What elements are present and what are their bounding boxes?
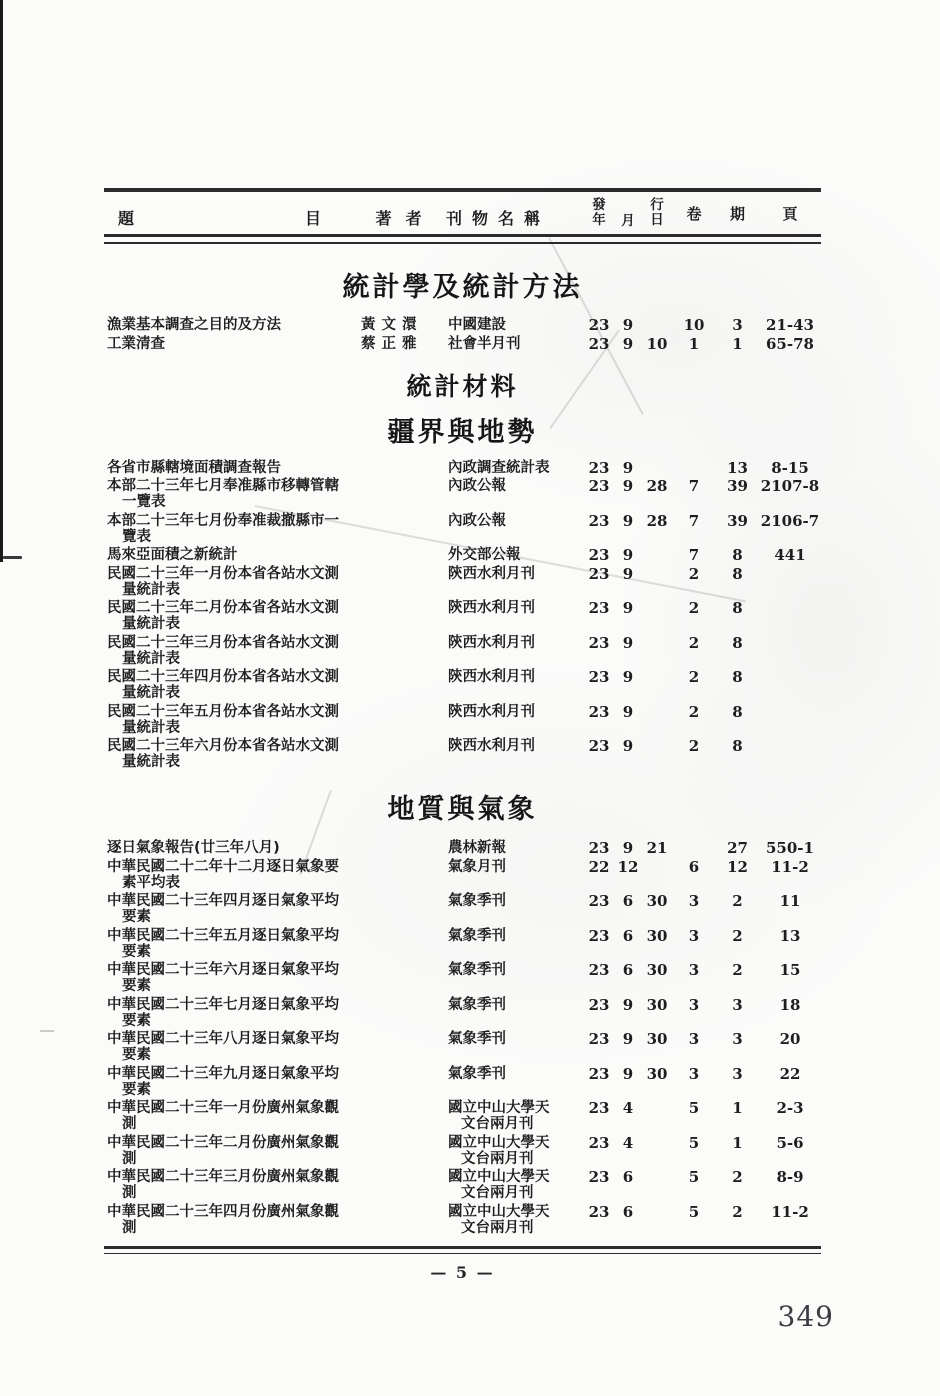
- cell-pages: 550-1: [766, 839, 814, 857]
- cell-month: 9: [622, 1064, 634, 1083]
- cell-pages: 8-15: [771, 458, 809, 477]
- cell-title: 民國二十三年六月份本省各站水文測 量統計表: [107, 738, 339, 770]
- cell-publication: 氣象季刊: [448, 927, 506, 944]
- cell-day: 28: [646, 477, 668, 495]
- cell-issue: 8: [732, 564, 743, 583]
- cell-pages: [759, 704, 821, 736]
- cell-day: [642, 460, 672, 476]
- cell-day: [642, 1169, 672, 1201]
- cell-title: 中華民國二十三年六月逐日氣象平均 要素: [107, 962, 339, 994]
- cell-month: 9: [622, 334, 634, 353]
- cell-publication: 陝西水利月刊: [448, 669, 535, 685]
- cell-volume: 5: [688, 1168, 700, 1186]
- col-header-title-right: 目: [304, 209, 321, 228]
- table-row: [104, 460, 821, 476]
- table-row: [104, 893, 821, 925]
- folio-number: 349: [777, 1300, 834, 1333]
- cell-month: 4: [622, 1099, 634, 1117]
- margin-dash-artifact: [40, 1030, 54, 1032]
- cell-issue: 27: [727, 839, 748, 857]
- cell-year: 23: [588, 737, 610, 755]
- cell-pages: 2106-7: [760, 511, 820, 530]
- cell-publication: 陝西水利月刊: [448, 565, 535, 582]
- table-row: [104, 1204, 821, 1236]
- cell-issue: 2: [732, 961, 743, 979]
- cell-year: 23: [588, 1030, 610, 1048]
- cell-pages: [759, 600, 821, 632]
- cell-year: 23: [588, 668, 610, 686]
- cell-pages: 18: [779, 995, 801, 1014]
- section-heading: 統計學及統計方法: [342, 272, 583, 303]
- cell-year: 23: [588, 839, 610, 857]
- col-header-author: 著者: [375, 209, 436, 228]
- cell-day: [642, 547, 672, 563]
- cell-day: [642, 566, 672, 598]
- cell-volume: 2: [688, 737, 700, 755]
- table-row: [104, 317, 821, 333]
- cell-volume: 5: [688, 1099, 700, 1117]
- cell-volume: 3: [688, 926, 700, 945]
- cell-day: 30: [646, 892, 668, 910]
- cell-pages: 2-3: [776, 1099, 804, 1117]
- cell-author: [349, 635, 444, 667]
- table-row: [104, 478, 821, 510]
- cell-author: [349, 1100, 444, 1132]
- cell-pages: 11-2: [771, 857, 809, 876]
- cell-volume: [672, 840, 716, 856]
- cell-author: [349, 997, 444, 1029]
- col-header-month: 月: [621, 213, 635, 229]
- cell-issue: 8: [732, 633, 743, 652]
- col-header-day: [642, 198, 672, 229]
- table-row: [104, 336, 821, 352]
- cell-volume: 3: [688, 892, 700, 910]
- table-row: [104, 738, 821, 770]
- cell-publication: 內政公報: [448, 478, 506, 494]
- cell-issue: 2: [732, 1168, 743, 1186]
- cell-author: [349, 566, 444, 598]
- cell-issue: 8: [732, 546, 743, 564]
- section-heading: 統計材料: [406, 371, 519, 401]
- cell-day: [642, 317, 672, 333]
- cell-author: [349, 1204, 444, 1236]
- cell-year: 22: [588, 857, 610, 876]
- col-header-year-bottom: 年: [592, 212, 606, 228]
- cell-volume: 7: [688, 511, 700, 530]
- table-row: [104, 635, 821, 667]
- cell-day: 30: [646, 995, 668, 1014]
- cell-day: 28: [646, 511, 668, 530]
- cell-title: 民國二十三年五月份本省各站水文測 量統計表: [107, 703, 339, 736]
- cell-volume: [672, 460, 716, 476]
- cell-title: 民國二十三年二月份本省各站水文測 量統計表: [107, 600, 339, 632]
- table-row: [104, 600, 821, 632]
- cell-title: 各省市縣轄境面積調查報告: [107, 459, 281, 476]
- cell-pages: 5-6: [776, 1133, 804, 1152]
- cell-title: 中華民國二十三年七月逐日氣象平均 要素: [107, 996, 339, 1029]
- cell-issue: 2: [732, 1202, 743, 1221]
- table-row: [104, 1066, 821, 1098]
- cell-volume: 3: [688, 961, 700, 979]
- cell-publication: 社會半月刊: [448, 335, 521, 352]
- cell-issue: 3: [732, 1030, 743, 1048]
- cell-publication: 國立中山大學天 文台兩月刊: [448, 1169, 550, 1201]
- cell-year: 23: [588, 511, 610, 530]
- cell-issue: 8: [732, 737, 743, 755]
- cell-month: 9: [622, 599, 634, 617]
- cell-year: 23: [588, 334, 610, 353]
- cell-day: [642, 859, 672, 891]
- cell-day: [642, 669, 672, 701]
- cell-author: [349, 513, 444, 545]
- table-row: [104, 1031, 821, 1063]
- cell-pages: 2107-8: [760, 477, 820, 495]
- cell-month: 9: [622, 995, 634, 1014]
- cell-month: 9: [622, 546, 634, 564]
- cell-month: 4: [622, 1133, 634, 1152]
- cell-day: 30: [646, 1030, 668, 1048]
- cell-title: 民國二十三年四月份本省各站水文測 量統計表: [107, 669, 339, 701]
- cell-month: 6: [622, 961, 634, 979]
- cell-author: [349, 669, 444, 701]
- cell-month: 6: [622, 1168, 634, 1186]
- cell-year: 23: [588, 702, 610, 721]
- cell-author: [349, 962, 444, 994]
- cell-month: 12: [617, 857, 639, 876]
- col-header-title-left: 題: [118, 209, 135, 228]
- cell-day: [642, 600, 672, 632]
- cell-issue: 3: [732, 316, 743, 334]
- cell-volume: 2: [688, 702, 700, 721]
- cell-pages: 13: [779, 926, 801, 945]
- cell-month: 9: [622, 564, 634, 583]
- cell-year: 23: [588, 477, 610, 495]
- col-header-year: [584, 198, 614, 229]
- col-header-issue: 期: [729, 205, 745, 223]
- table-row: [104, 997, 821, 1029]
- cell-month: 9: [622, 477, 634, 495]
- cell-publication: 內政公報: [448, 512, 506, 529]
- cell-author: [349, 840, 444, 856]
- cell-month: 9: [622, 839, 634, 857]
- cell-year: 23: [588, 1202, 610, 1221]
- cell-publication: 國立中山大學天 文台兩月刊: [448, 1100, 550, 1132]
- table-row: [104, 962, 821, 994]
- cell-publication: 陝西水利月刊: [448, 703, 535, 720]
- cell-day: [642, 1135, 672, 1167]
- cell-month: 6: [622, 926, 634, 945]
- table-row: [104, 704, 821, 736]
- cell-volume: 2: [688, 599, 700, 617]
- cell-issue: 2: [732, 892, 743, 910]
- col-header-year-top: 發: [592, 197, 606, 213]
- table-section: [104, 367, 821, 403]
- table-row: [104, 547, 821, 563]
- cell-author: [349, 1066, 444, 1098]
- cell-author: [349, 460, 444, 476]
- cell-title: 中華民國二十三年二月份廣州氣象觀 測: [107, 1134, 339, 1167]
- cell-pages: 11-2: [771, 1202, 809, 1221]
- index-table: [104, 188, 821, 1282]
- cell-publication: 陝西水利月刊: [448, 634, 535, 651]
- cell-author: [349, 859, 444, 891]
- cell-title: 民國二十三年三月份本省各站水文測 量統計表: [107, 634, 339, 667]
- table-row: [104, 859, 821, 891]
- cell-title: 本部二十三年七月奉准縣市移轉管轄 一覽表: [107, 478, 339, 510]
- cell-volume: 5: [688, 1202, 700, 1221]
- cell-author: [349, 893, 444, 925]
- cell-publication: 氣象季刊: [448, 962, 506, 978]
- margin-dash-artifact: [3, 556, 22, 559]
- cell-pages: 22: [779, 1064, 801, 1083]
- scan-edge-artifact: [0, 0, 3, 562]
- cell-year: 23: [588, 926, 610, 945]
- cell-volume: 10: [683, 316, 705, 334]
- cell-month: 9: [622, 737, 634, 755]
- cell-title: 本部二十三年七月份奉准裁撤縣市一 覽表: [107, 512, 339, 545]
- cell-author: [349, 1031, 444, 1063]
- cell-year: 23: [588, 892, 610, 910]
- cell-publication: 氣象季刊: [448, 1065, 506, 1082]
- cell-title: 中華民國二十三年九月逐日氣象平均 要素: [107, 1065, 339, 1098]
- cell-volume: 2: [688, 633, 700, 652]
- cell-publication: 國立中山大學天 文台兩月刊: [448, 1203, 550, 1236]
- cell-title: 逐日氣象報告(廿三年八月): [107, 840, 280, 856]
- cell-year: 23: [588, 1064, 610, 1083]
- cell-volume: 7: [688, 477, 700, 495]
- cell-volume: 2: [688, 564, 700, 583]
- cell-day: [642, 635, 672, 667]
- cell-title: 工業清查: [107, 335, 165, 352]
- cell-month: 9: [622, 633, 634, 652]
- cell-pages: [759, 566, 821, 598]
- cell-volume: 6: [688, 857, 700, 876]
- cell-issue: 12: [727, 857, 748, 876]
- cell-pages: [759, 635, 821, 667]
- cell-title: 中華民國二十三年五月逐日氣象平均 要素: [107, 927, 339, 960]
- table-row: [104, 928, 821, 960]
- cell-year: 23: [588, 961, 610, 979]
- cell-publication: 中國建設: [448, 317, 506, 333]
- cell-pages: 11: [779, 892, 801, 910]
- cell-month: 9: [622, 702, 634, 721]
- cell-pages: 65-78: [766, 334, 814, 353]
- table-row: [104, 1135, 821, 1167]
- table-row: [104, 669, 821, 701]
- col-header-title: [104, 198, 349, 229]
- cell-issue: 8: [732, 599, 743, 617]
- cell-day: [642, 738, 672, 770]
- cell-issue: 8: [732, 668, 743, 686]
- cell-publication: 氣象月刊: [448, 858, 506, 875]
- table-row: [104, 1100, 821, 1132]
- cell-publication: 陝西水利月刊: [448, 738, 535, 754]
- col-header-pages: 頁: [782, 205, 798, 223]
- cell-publication: 外交部公報: [448, 547, 521, 563]
- cell-issue: 1: [732, 1099, 743, 1117]
- cell-volume: 3: [688, 995, 700, 1014]
- cell-year: 23: [588, 599, 610, 617]
- cell-month: 9: [622, 668, 634, 686]
- col-header-volume: 卷: [686, 205, 702, 223]
- cell-year: 23: [588, 995, 610, 1014]
- cell-author: [349, 738, 444, 770]
- cell-year: 23: [588, 1133, 610, 1152]
- cell-title: 馬來亞面積之新統計: [107, 547, 238, 563]
- cell-day: 30: [646, 926, 668, 945]
- cell-volume: 7: [688, 546, 700, 564]
- section-heading: 疆界與地勢: [387, 416, 538, 448]
- cell-day: [642, 1204, 672, 1236]
- cell-pages: 21-43: [766, 316, 814, 334]
- cell-day: 30: [646, 961, 668, 979]
- cell-month: 6: [622, 892, 634, 910]
- cell-day: 30: [646, 1064, 668, 1083]
- cell-year: 23: [588, 458, 610, 477]
- cell-author: [349, 704, 444, 736]
- cell-title: 中華民國二十三年四月份廣州氣象觀 測: [107, 1203, 339, 1236]
- cell-author: 黃文澴: [361, 317, 423, 333]
- cell-issue: 1: [732, 334, 743, 353]
- cell-title: 中華民國二十三年三月份廣州氣象觀 測: [107, 1169, 339, 1201]
- cell-issue: 3: [732, 995, 743, 1014]
- cell-pages: 441: [774, 546, 806, 564]
- cell-pages: [759, 738, 821, 770]
- cell-title: 民國二十三年一月份本省各站水文測 量統計表: [107, 565, 339, 598]
- cell-publication: 國立中山大學天 文台兩月刊: [448, 1134, 550, 1167]
- cell-pages: 8-9: [776, 1168, 804, 1186]
- cell-year: 23: [588, 1168, 610, 1186]
- cell-volume: 3: [688, 1030, 700, 1048]
- cell-year: 23: [588, 546, 610, 564]
- table-row: [104, 1169, 821, 1201]
- table-row: [104, 840, 821, 856]
- cell-author: [349, 600, 444, 632]
- cell-title: 中華民國二十三年一月份廣州氣象觀 測: [107, 1100, 339, 1132]
- cell-publication: 氣象季刊: [448, 893, 506, 909]
- cell-publication: 內政調查統計表: [448, 459, 550, 476]
- table-section: [104, 787, 821, 1236]
- cell-publication: 氣象季刊: [448, 1031, 506, 1047]
- cell-issue: 39: [727, 477, 748, 495]
- cell-publication: 農林新報: [448, 840, 506, 856]
- cell-pages: 20: [779, 1030, 801, 1048]
- cell-year: 23: [588, 633, 610, 652]
- col-header-publication: 刊物名稱: [446, 209, 551, 228]
- col-header-day-top: 行: [650, 197, 664, 213]
- page-number: — 5 —: [430, 1262, 495, 1282]
- cell-volume: 5: [688, 1133, 700, 1152]
- cell-volume: 1: [688, 334, 700, 353]
- table-header-row: [104, 188, 821, 234]
- table-row: [104, 513, 821, 545]
- cell-publication: 氣象季刊: [448, 996, 506, 1013]
- header-divider-rule: [104, 234, 821, 244]
- cell-year: 23: [588, 316, 610, 334]
- cell-issue: 8: [732, 702, 743, 721]
- cell-title: 漁業基本調查之目的及方法: [107, 317, 281, 333]
- table-bottom-rule: [104, 1246, 821, 1254]
- cell-volume: 3: [688, 1064, 700, 1083]
- table-section: [104, 410, 821, 771]
- cell-issue: 1: [732, 1133, 743, 1152]
- cell-issue: 39: [727, 511, 748, 530]
- cell-volume: 2: [688, 668, 700, 686]
- cell-pages: 15: [779, 961, 801, 979]
- cell-publication: 陝西水利月刊: [448, 600, 535, 616]
- cell-year: 23: [588, 564, 610, 583]
- cell-issue: 3: [732, 1064, 743, 1083]
- table-row: [104, 566, 821, 598]
- table-section: [104, 265, 821, 352]
- cell-pages: [759, 669, 821, 701]
- col-header-day-bottom: 日: [650, 212, 664, 228]
- section-heading: 地質與氣象: [387, 794, 538, 825]
- cell-author: [349, 547, 444, 563]
- cell-author: 蔡正雅: [361, 335, 423, 352]
- table-body: [104, 265, 821, 1236]
- cell-day: [642, 1100, 672, 1132]
- cell-author: [349, 1135, 444, 1167]
- cell-author: [349, 478, 444, 510]
- cell-day: 10: [646, 334, 668, 353]
- cell-issue: 13: [727, 458, 748, 477]
- cell-title: 中華民國二十二年十二月逐日氣象要 素平均表: [107, 858, 339, 891]
- cell-month: 6: [622, 1202, 634, 1221]
- cell-issue: 2: [732, 926, 743, 945]
- cell-month: 9: [622, 1030, 634, 1048]
- cell-day: [642, 704, 672, 736]
- cell-day: 21: [646, 839, 668, 857]
- cell-author: [349, 928, 444, 960]
- cell-title: 中華民國二十三年八月逐日氣象平均 要素: [107, 1031, 339, 1063]
- cell-month: 9: [622, 316, 634, 334]
- cell-month: 9: [622, 458, 634, 477]
- cell-title: 中華民國二十三年四月逐日氣象平均 要素: [107, 893, 339, 925]
- cell-month: 9: [622, 511, 634, 530]
- cell-year: 23: [588, 1099, 610, 1117]
- cell-author: [349, 1169, 444, 1201]
